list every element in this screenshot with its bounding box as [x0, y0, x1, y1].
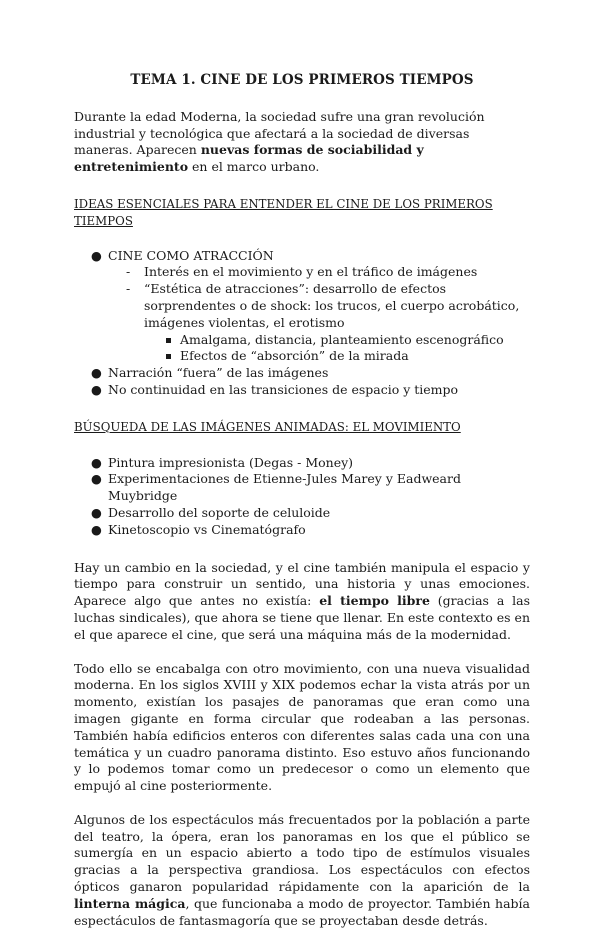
paragraph-text-1: Algunos de los espectáculos más frecuentados por la población a parte del teatro, la ópera, eran los panoramas en los que el público se sumergía en un espacio abierto a todo tipo de estímulos visuales gracias a la perspectiva grandiosa. Los espectáculos con efectos ópticos ganaron popularidad rápidamente con la aparición de la: [74, 811, 530, 895]
paragraph-espectaculos: [74, 812, 530, 929]
movimiento-list: [74, 455, 530, 539]
list-item-text: No continuidad en las transiciones de espacio y tiempo: [108, 381, 459, 397]
page-title: TEMA 1. CINE DE LOS PRIMEROS TIEMPOS: [130, 72, 474, 88]
list-subsubitem: [74, 332, 530, 349]
paragraph-tiempo-libre: [74, 560, 530, 644]
bullet-icon: ●: [91, 454, 102, 470]
bullet-icon: ●: [91, 504, 102, 520]
list-item: [74, 365, 530, 382]
paragraph-text-2: (gracias a las luchas sindicales), que ahora se tiene que llenar. En este contexto es en el que aparece el cine, que será una máquina más de la modernidad.: [74, 593, 530, 642]
list-subsubitem-text: Efectos de “absorción” de la mirada: [180, 348, 409, 364]
list-item-text: Desarrollo del soporte de celuloide: [108, 504, 331, 520]
square-bullet-icon: [166, 338, 171, 343]
bullet-icon: ●: [91, 247, 102, 263]
list-item: [74, 455, 530, 472]
list-item: [74, 522, 530, 539]
paragraph-bold: linterna mágica: [74, 895, 186, 911]
list-subitem-text: “Estética de atracciones”: desarrollo de efectos sorprendentes o de shock: los trucos, el cuerpo acrobático, imágenes violentas, el erotismo: [144, 281, 520, 330]
intro-text-2: en el marco urbano.: [188, 159, 320, 175]
list-item: [74, 248, 530, 265]
list-item: [74, 505, 530, 522]
list-item-text: Pintura impresionista (Degas - Money): [108, 454, 354, 470]
list-subsubitem-text: Amalgama, distancia, planteamiento escenográfico: [180, 331, 504, 347]
section-heading-ideas: IDEAS ESENCIALES PARA ENTENDER EL CINE DE LOS PRIMEROS TIEMPOS: [74, 196, 493, 228]
list-subitem: [74, 281, 530, 331]
list-item: [74, 471, 530, 505]
ideas-list: [74, 248, 530, 399]
paragraph-text-2: , que funcionaba a modo de proyector. También había espectáculos de fantasmagoría que se proyectaban desde detrás.: [74, 895, 530, 928]
dash-icon: -: [126, 264, 131, 280]
square-bullet-icon: [166, 354, 171, 359]
list-item: [74, 382, 530, 399]
section-heading-movimiento: BÚSQUEDA DE LAS IMÁGENES ANIMADAS: EL MOVIMIENTO: [74, 419, 461, 434]
paragraph-bold: el tiempo libre: [319, 593, 430, 609]
bullet-icon: ●: [91, 471, 102, 487]
document-body: [74, 72, 530, 929]
bullet-icon: ●: [91, 365, 102, 381]
list-subsubitem: [74, 348, 530, 365]
paragraph-text-1: Hay un cambio en la sociedad, y el cine también manipula el espacio y tiempo para construir un sentido, una historia y unas emociones. Aparece algo que antes no existía:: [74, 559, 530, 609]
intro-paragraph: [74, 109, 530, 176]
list-subitem-text: Interés en el movimiento y en el tráfico de imágenes: [144, 264, 478, 280]
bullet-icon: ●: [91, 381, 102, 397]
list-item-text: CINE COMO ATRACCIÓN: [108, 247, 274, 263]
paragraph-visualidad: Todo ello se encabalga con otro movimiento, con una nueva visualidad moderna. En los siglos XVIII y XIX podemos echar la vista atrás por un momento, existían los pasajes de panoramas que eran como una imagen gigante en forma circular que rodeaban a las personas. También había edificios enteros con diferentes salas cada una con una temática y un cuadro panorama distinto. Eso estuvo años funcionando y lo podemos tomar como un predecesor o como un elemento que empujó al cine posteriormente.: [74, 660, 530, 794]
intro-text-1: Durante la edad Moderna, la sociedad sufre una gran revolución industrial y tecnológica que afectará a la sociedad de diversas maneras. Aparecen: [74, 108, 485, 158]
list-item-text: Experimentaciones de Etienne-Jules Marey y Eadweard Muybridge: [108, 471, 461, 504]
list-subitem: [74, 264, 530, 281]
list-item-text: Kinetoscopio vs Cinematógrafo: [108, 521, 306, 537]
bullet-icon: ●: [91, 521, 102, 537]
intro-bold: nuevas formas de sociabilidad y entretenimiento: [74, 142, 424, 175]
dash-icon: -: [126, 281, 131, 297]
list-item-text: Narración “fuera” de las imágenes: [108, 365, 329, 381]
